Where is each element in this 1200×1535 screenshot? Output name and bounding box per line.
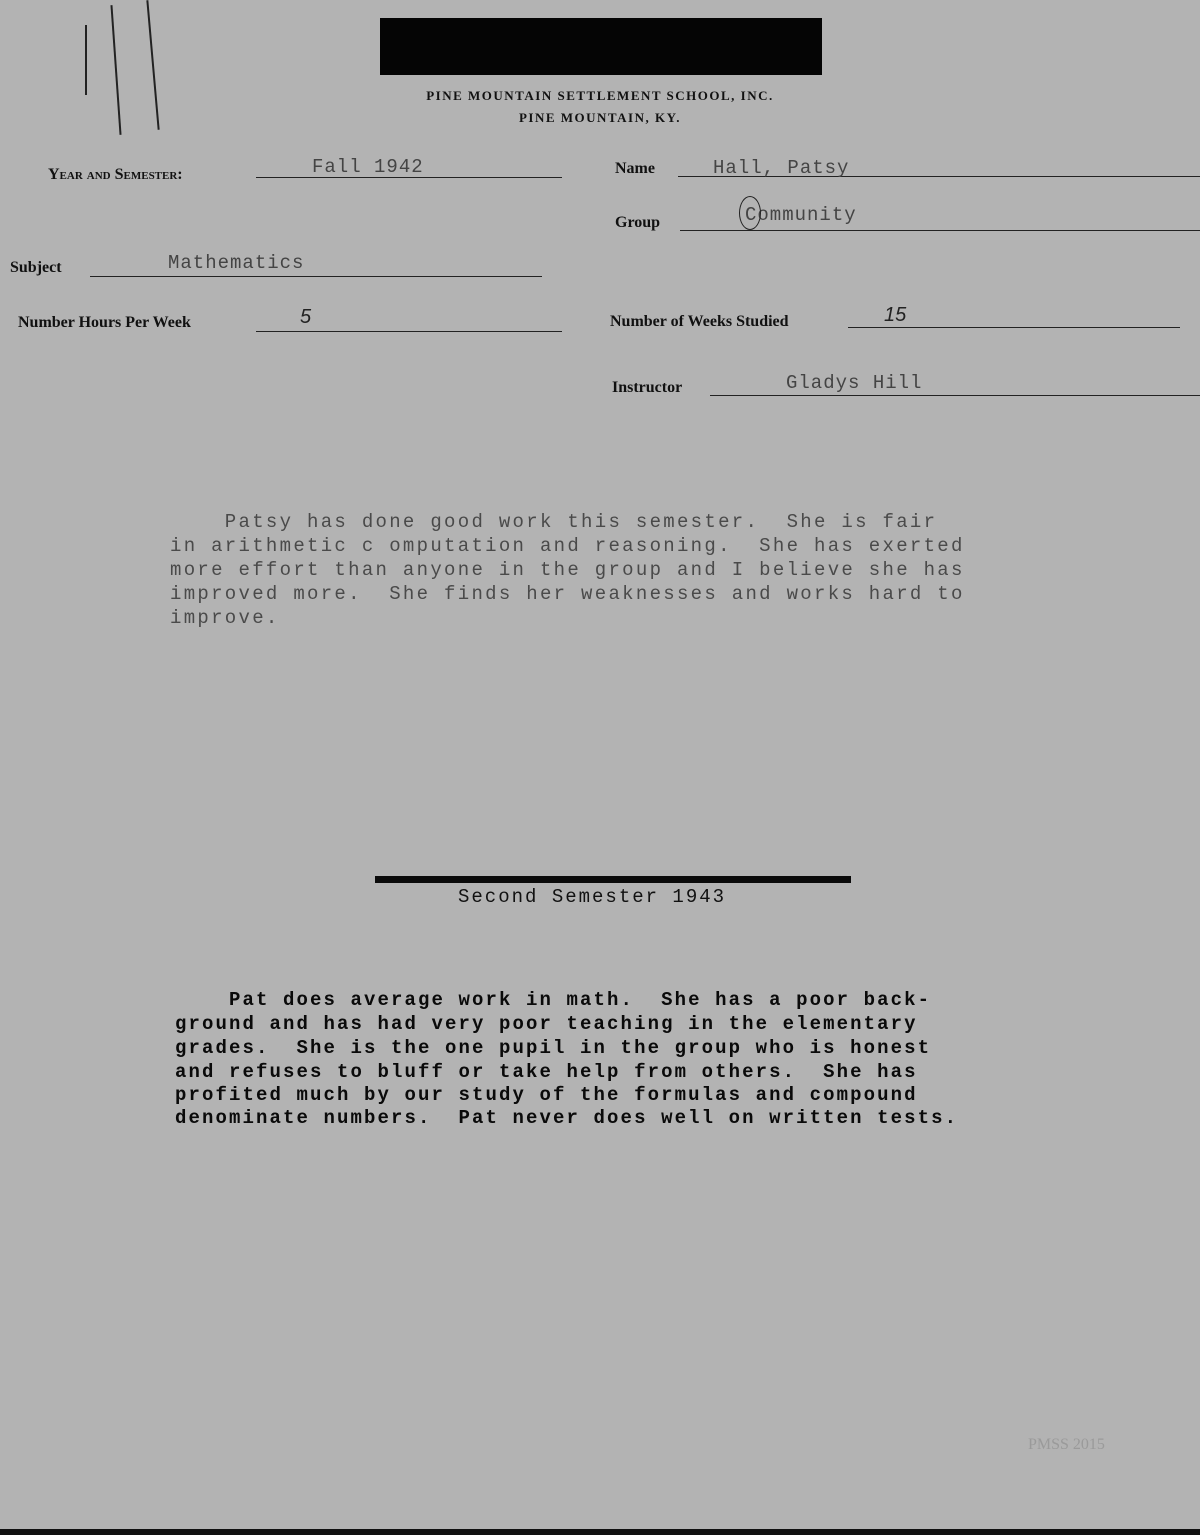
pen-mark xyxy=(85,25,87,95)
instructor-line xyxy=(710,394,1200,396)
name-value: Hall, Patsy xyxy=(713,157,850,179)
group-line xyxy=(680,229,1200,231)
subject-value: Mathematics xyxy=(168,252,305,274)
year-semester-value: Fall 1942 xyxy=(312,156,424,178)
weeks-value: 15 xyxy=(884,304,907,326)
second-semester-heading: Second Semester 1943 xyxy=(458,886,727,908)
comment-line: Patsy has done good work this semester. She is fair xyxy=(170,511,938,533)
comment-line: Pat does average work in math. She has a poor back- xyxy=(175,989,932,1011)
instructor-label: Instructor xyxy=(612,379,683,396)
institution-name: PINE MOUNTAIN SETTLEMENT SCHOOL, INC. xyxy=(426,88,774,103)
weeks-label: Number of Weeks Studied xyxy=(610,313,789,330)
year-semester-label: Year and Semester: xyxy=(48,166,183,183)
subject-label: Subject xyxy=(10,259,62,276)
circle-mark xyxy=(739,196,761,230)
section-divider xyxy=(375,876,851,883)
name-label: Name xyxy=(615,160,655,177)
comment-line: more effort than anyone in the group and I believe she has xyxy=(170,559,965,581)
instructor-value: Gladys Hill xyxy=(786,372,923,394)
comment-line: ground and has had very poor teaching in the elementary xyxy=(175,1013,918,1035)
group-label: Group xyxy=(615,214,661,231)
comment-line: and refuses to bluff or take help from others. She has xyxy=(175,1061,918,1083)
institution-location: PINE MOUNTAIN, KY. xyxy=(518,110,682,125)
hours-line xyxy=(256,330,562,332)
comment-line: in arithmetic c omputation and reasoning. She has exerted xyxy=(170,535,965,557)
group-value: Community xyxy=(745,204,857,226)
comment-line: improve. xyxy=(170,607,280,629)
watermark: PMSS 2015 xyxy=(1028,1436,1105,1453)
page-bottom-edge xyxy=(0,1529,1200,1535)
redaction-block xyxy=(380,18,822,75)
comment-line: grades. She is the one pupil in the group who is honest xyxy=(175,1037,932,1059)
hours-value: 5 xyxy=(300,306,312,328)
comment-line: improved more. She finds her weaknesses and works hard to xyxy=(170,583,965,605)
subject-line xyxy=(90,275,542,277)
hours-label: Number Hours Per Week xyxy=(18,314,191,331)
comment-line: denominate numbers. Pat never does well on written tests. xyxy=(175,1107,959,1129)
comment-line: profited much by our study of the formulas and compound xyxy=(175,1084,918,1106)
